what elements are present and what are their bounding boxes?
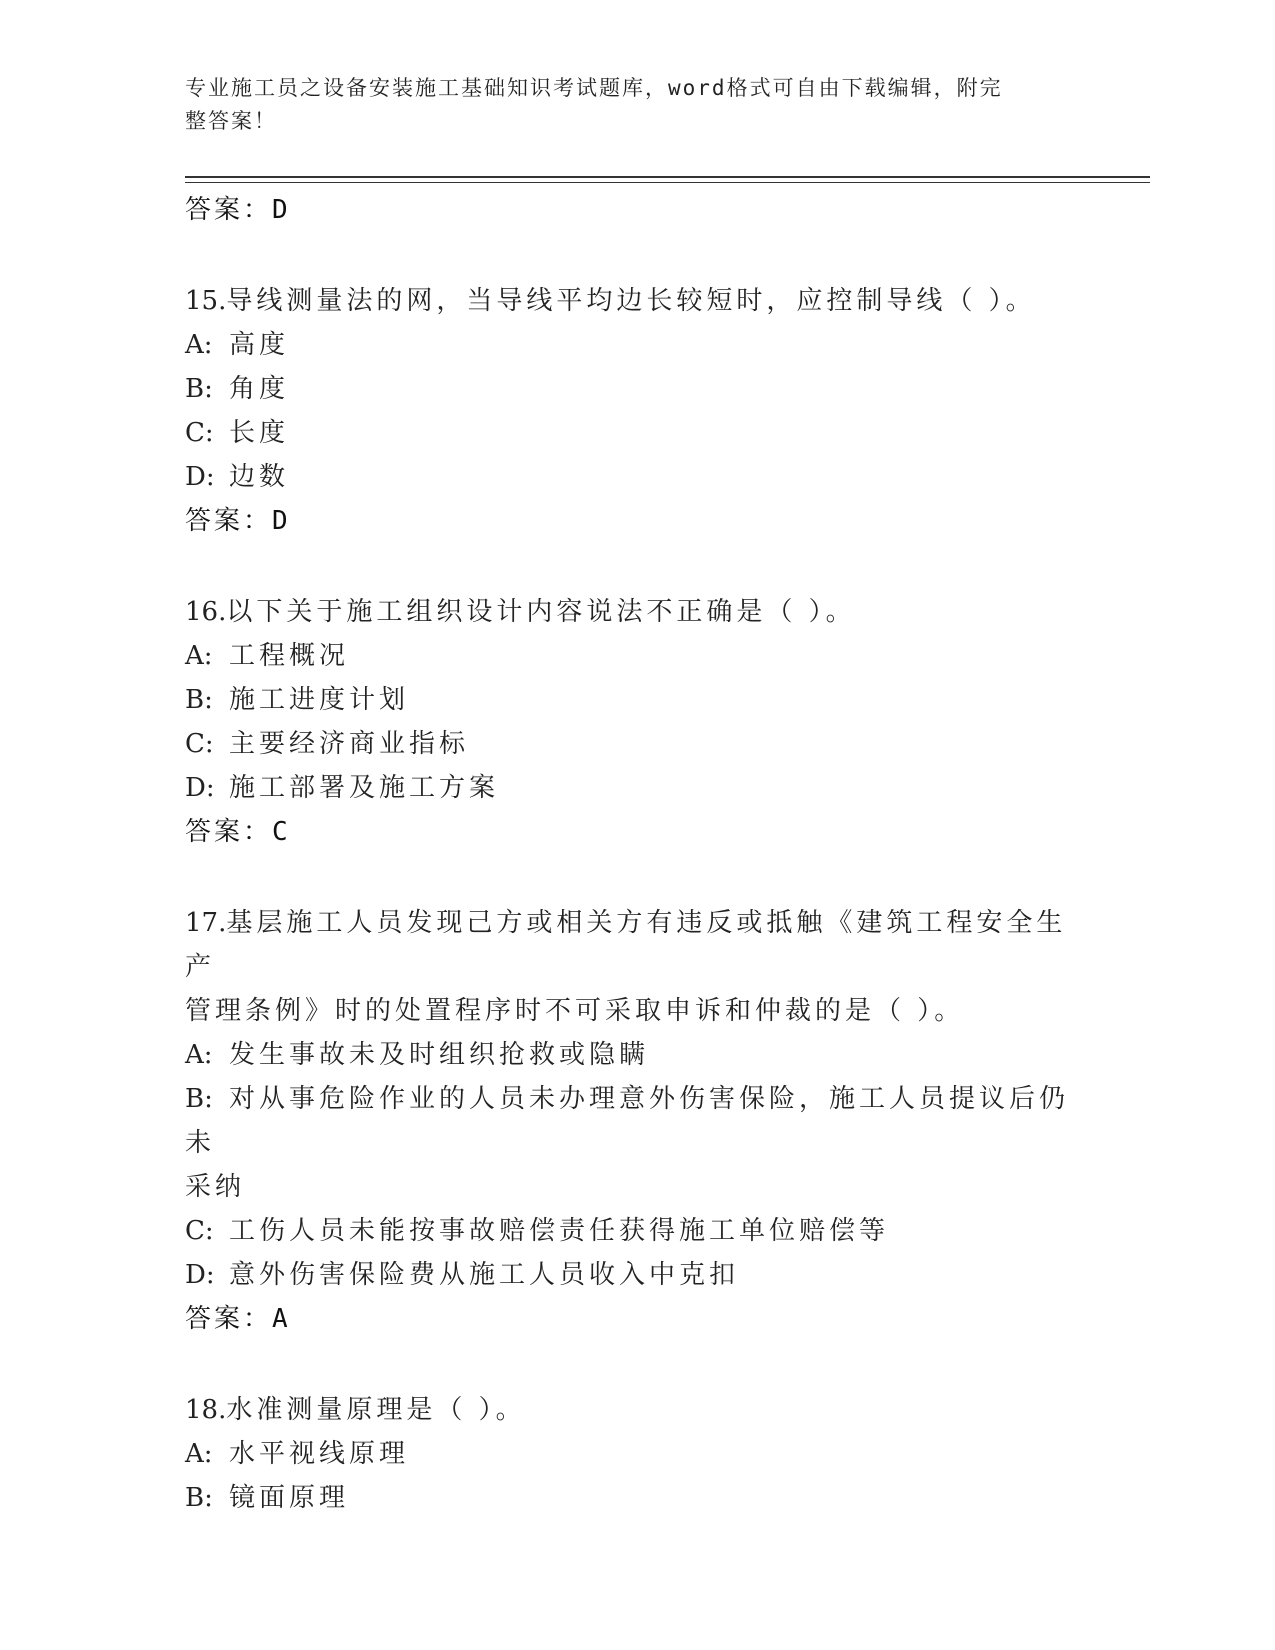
- option-text: 施工部署及施工方案: [229, 773, 500, 803]
- question-text: [185, 279, 1085, 323]
- spacer: [185, 232, 1085, 279]
- option-d: [185, 766, 1085, 810]
- answer-label: 答案：: [185, 506, 273, 536]
- option-letter: B:: [185, 685, 213, 715]
- question-17: [185, 901, 1085, 1341]
- question-list: [185, 188, 1085, 1520]
- answer-value: A: [272, 1304, 291, 1334]
- header-rule-thin: [185, 182, 1150, 183]
- question-18: [185, 1388, 1085, 1520]
- answer-label: 答案：: [185, 817, 273, 847]
- question-text: [185, 590, 1085, 634]
- answer-line: [185, 188, 1085, 232]
- option-letter: D:: [185, 1260, 215, 1290]
- question-stem-line-1: 基层施工人员发现己方或相关方有违反或抵触《建筑工程安全生产: [185, 908, 1067, 982]
- answer-line: [185, 499, 1085, 543]
- question-stem: 水准测量原理是（ ）。: [226, 1395, 526, 1425]
- option-text: 高度: [229, 330, 290, 360]
- answer-label: 答案：: [185, 195, 273, 225]
- option-letter: B:: [185, 1084, 213, 1114]
- option-text: 工伤人员未能按事故赔偿责任获得施工单位赔偿等: [229, 1216, 890, 1246]
- question-stem: 以下关于施工组织设计内容说法不正确是（ ）。: [226, 597, 856, 627]
- option-text: 意外伤害保险费从施工人员收入中克扣: [229, 1260, 740, 1290]
- option-text: 施工进度计划: [229, 685, 410, 715]
- option-letter: A:: [185, 1439, 213, 1469]
- option-letter: A:: [185, 330, 213, 360]
- header-line-1: 专业施工员之设备安装施工基础知识考试题库，word格式可自由下载编辑，附完: [185, 76, 1003, 100]
- document-header: [185, 72, 1065, 138]
- option-c: [185, 1209, 1085, 1253]
- answer-value: C: [272, 817, 291, 847]
- question-number: 18.: [185, 1395, 227, 1425]
- option-b: [185, 1476, 1085, 1520]
- option-letter: A:: [185, 641, 213, 671]
- spacer: [185, 854, 1085, 901]
- question-text: [185, 901, 1085, 989]
- option-letter: D:: [185, 773, 215, 803]
- question-number: 17.: [185, 908, 227, 938]
- question-16: [185, 590, 1085, 854]
- option-text: 主要经济商业指标: [229, 729, 470, 759]
- option-d: [185, 455, 1085, 499]
- option-text: 边数: [229, 462, 290, 492]
- option-letter: D:: [185, 462, 215, 492]
- option-letter: A:: [185, 1040, 213, 1070]
- option-letter: C:: [185, 729, 214, 759]
- question-15: [185, 279, 1085, 543]
- option-b-continued: 采纳: [185, 1172, 246, 1202]
- option-text: 角度: [229, 374, 290, 404]
- option-text: 镜面原理: [229, 1483, 350, 1513]
- header-line-2: 整答案！: [185, 109, 277, 133]
- option-text: 发生事故未及时组织抢救或隐瞒: [229, 1040, 650, 1070]
- option-text: 工程概况: [229, 641, 350, 671]
- option-letter: C:: [185, 1216, 214, 1246]
- option-text: 长度: [229, 418, 290, 448]
- option-b: [185, 1077, 1085, 1165]
- option-c: [185, 411, 1085, 455]
- option-text: 对从事危险作业的人员未办理意外伤害保险，施工人员提议后仍未: [185, 1084, 1070, 1158]
- option-a: [185, 1432, 1085, 1476]
- option-text: 水平视线原理: [229, 1439, 410, 1469]
- option-a: [185, 634, 1085, 678]
- option-letter: B:: [185, 1483, 213, 1513]
- option-a: [185, 1033, 1085, 1077]
- option-b: [185, 367, 1085, 411]
- answer-value: D: [272, 195, 291, 225]
- option-letter: C:: [185, 418, 214, 448]
- spacer: [185, 543, 1085, 590]
- question-stem: 导线测量法的网，当导线平均边长较短时，应控制导线（ ）。: [226, 286, 1036, 316]
- answer-value: D: [272, 506, 291, 536]
- question-stem-line-2: 管理条例》时的处置程序时不可采取申诉和仲裁的是（ ）。: [185, 996, 965, 1026]
- answer-label: 答案：: [185, 1304, 273, 1334]
- answer-line: [185, 1297, 1085, 1341]
- option-letter: B:: [185, 374, 213, 404]
- option-a: [185, 323, 1085, 367]
- header-rule-thick: [185, 176, 1150, 178]
- question-number: 16.: [185, 597, 227, 627]
- question-number: 15.: [185, 286, 227, 316]
- question-text: [185, 1388, 1085, 1432]
- option-d: [185, 1253, 1085, 1297]
- option-b: [185, 678, 1085, 722]
- option-c: [185, 722, 1085, 766]
- answer-line: [185, 810, 1085, 854]
- spacer: [185, 1341, 1085, 1388]
